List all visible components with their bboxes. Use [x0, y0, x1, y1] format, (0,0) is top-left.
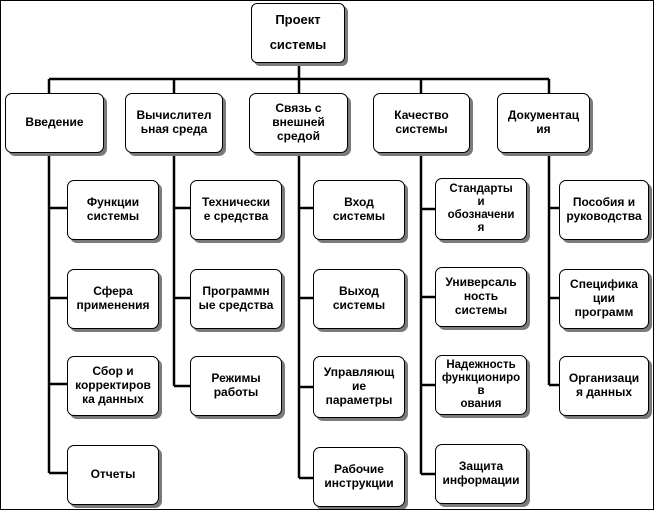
node-standards: Стандарты и обозначени я: [435, 178, 527, 240]
node-software: Программн ые средства: [190, 269, 282, 329]
node-system-output: Выход системы: [313, 269, 405, 329]
category-documentation: Документац ия: [497, 93, 590, 153]
node-application-scope: Сфера применения: [67, 269, 159, 329]
category-computing-environment: Вычислител ьная среда: [125, 93, 223, 153]
node-reports: Отчеты: [67, 445, 159, 505]
category-system-quality: Качество системы: [373, 93, 470, 153]
node-operating-modes: Режимы работы: [190, 356, 282, 416]
connector-lines: [1, 1, 654, 510]
node-data-collection: Сбор и корректиров ка данных: [67, 356, 159, 416]
node-hardware: Технически е средства: [190, 180, 282, 240]
node-control-parameters: Управляющ ие параметры: [313, 356, 405, 418]
node-information-security: Защита информации: [435, 444, 527, 504]
node-universality: Универсаль ность системы: [435, 267, 527, 327]
node-program-specifications: Специфика ции программ: [559, 269, 649, 329]
category-external-communication: Связь с внешней средой: [249, 93, 348, 153]
node-work-instructions: Рабочие инструкции: [313, 447, 405, 507]
node-system-input: Вход системы: [313, 180, 405, 240]
node-manuals: Пособия и руководства: [559, 180, 649, 240]
node-reliability: Надежность функциониров ования: [435, 355, 527, 415]
root-node: Проект системы: [251, 3, 345, 63]
category-introduction: Введение: [5, 93, 104, 153]
node-system-functions: Функции системы: [67, 180, 159, 240]
node-data-organization: Организаци я данных: [559, 356, 649, 416]
